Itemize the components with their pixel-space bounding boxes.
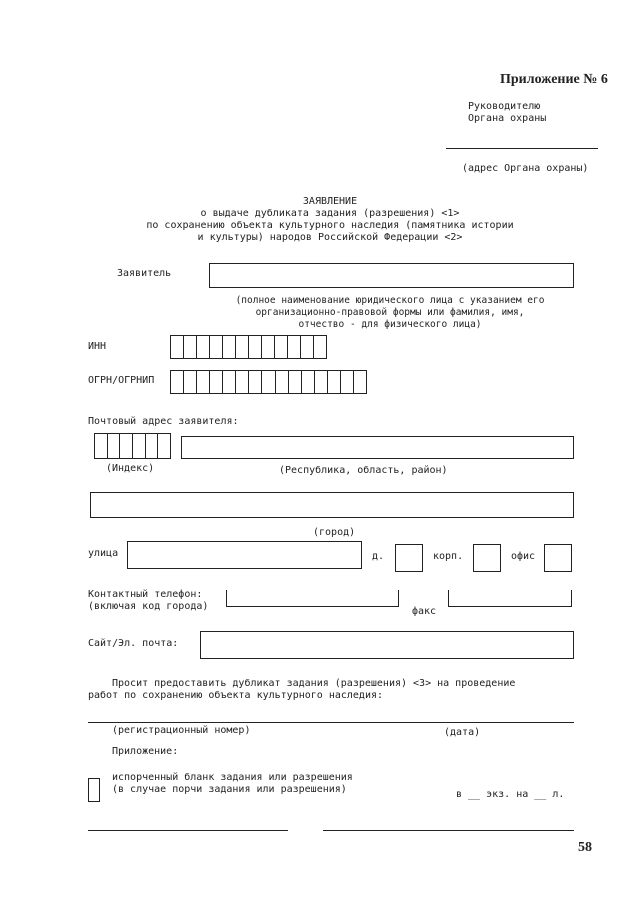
ogrn-cell[interactable] [171, 371, 184, 393]
index-cell[interactable] [95, 434, 108, 458]
ogrn-cell[interactable] [289, 371, 302, 393]
inn-cell[interactable] [262, 336, 275, 358]
attachment-item-line2: (в случае порчи задания или разрешения) [112, 784, 347, 795]
building-label: корп. [433, 551, 464, 562]
ogrn-cell[interactable] [276, 371, 289, 393]
building-field[interactable] [473, 544, 501, 572]
request-line1: Просит предоставить дубликат задания (разрешения) <3> на проведение [112, 678, 516, 689]
index-cells[interactable] [94, 433, 171, 459]
ogrn-cell[interactable] [210, 371, 223, 393]
form-title-line2: о выдаче дубликата задания (разрешения) <1> [200, 208, 460, 219]
recipient-address-line[interactable] [446, 148, 598, 149]
address-label: Почтовый адрес заявителя: [88, 416, 239, 427]
city-caption: (город) [313, 527, 356, 538]
house-field[interactable] [395, 544, 423, 572]
ogrn-cell[interactable] [315, 371, 328, 393]
index-cell[interactable] [120, 434, 133, 458]
inn-cell[interactable] [184, 336, 197, 358]
ogrn-label: ОГРН/ОГРНИП [88, 375, 155, 386]
inn-cell[interactable] [171, 336, 184, 358]
ogrn-cells[interactable] [170, 370, 367, 394]
street-field[interactable] [127, 541, 362, 569]
fax-field[interactable] [448, 590, 572, 607]
inn-cell[interactable] [249, 336, 262, 358]
applicant-label: Заявитель [117, 268, 172, 279]
applicant-caption3: отчество - для физического лица) [298, 319, 482, 330]
phone-field[interactable] [226, 590, 399, 607]
attachment-checkbox[interactable] [88, 778, 100, 802]
ogrn-cell[interactable] [236, 371, 249, 393]
phone-label-note: (включая код города) [88, 601, 209, 612]
recipient-address-caption: (адрес Органа охраны) [462, 163, 589, 174]
region-field[interactable] [181, 436, 574, 459]
index-cell[interactable] [158, 434, 170, 458]
index-cell[interactable] [108, 434, 121, 458]
request-line2: работ по сохранению объекта культурного наследия: [88, 690, 384, 701]
ogrn-cell[interactable] [341, 371, 354, 393]
recipient-line1: Руководителю [468, 101, 541, 112]
index-caption: (Индекс) [106, 463, 155, 474]
date-caption: (дата) [444, 727, 481, 738]
ogrn-cell[interactable] [249, 371, 262, 393]
ogrn-cell[interactable] [302, 371, 315, 393]
site-email-label: Сайт/Эл. почта: [88, 638, 179, 649]
ogrn-cell[interactable] [262, 371, 275, 393]
recipient-line2: Органа охраны [468, 113, 547, 124]
applicant-field[interactable] [209, 263, 574, 288]
index-cell[interactable] [133, 434, 146, 458]
inn-cell[interactable] [210, 336, 223, 358]
registration-line[interactable] [88, 722, 574, 723]
ogrn-cell[interactable] [328, 371, 341, 393]
appendix-label: Приложение № 6 [500, 72, 608, 87]
inn-cell[interactable] [288, 336, 301, 358]
attachment-copies: в __ экз. на __ л. [456, 789, 565, 800]
inn-cells[interactable] [170, 335, 327, 359]
attachment-item-line1: испорченный бланк задания или разрешения [112, 772, 353, 783]
inn-cell[interactable] [275, 336, 288, 358]
inn-cell[interactable] [301, 336, 314, 358]
form-title-line4: и культуры) народов Российской Федерации <2> [197, 232, 463, 243]
signature-line-right[interactable] [323, 830, 574, 831]
site-email-field[interactable] [200, 631, 574, 659]
ogrn-cell[interactable] [197, 371, 210, 393]
form-title-line3: по сохранению объекта культурного наследия (памятника истории [146, 220, 514, 231]
registration-caption: (регистрационный номер) [112, 725, 251, 736]
fax-label: факс [412, 606, 437, 617]
inn-cell[interactable] [197, 336, 210, 358]
house-label: д. [372, 551, 385, 562]
applicant-caption1: (полное наименование юридического лица с указанием его [235, 295, 545, 306]
office-field[interactable] [544, 544, 572, 572]
street-label: улица [88, 548, 119, 559]
inn-cell[interactable] [236, 336, 249, 358]
page-number: 58 [578, 840, 592, 855]
ogrn-cell[interactable] [184, 371, 197, 393]
inn-label: ИНН [88, 341, 107, 352]
office-label: офис [511, 551, 536, 562]
inn-cell[interactable] [314, 336, 326, 358]
applicant-caption2: организационно-правовой формы или фамилия, имя, [255, 307, 525, 318]
region-caption: (Республика, область, район) [279, 465, 448, 476]
index-cell[interactable] [146, 434, 159, 458]
city-field[interactable] [90, 492, 574, 518]
ogrn-cell[interactable] [223, 371, 236, 393]
signature-line-left[interactable] [88, 830, 288, 831]
form-title: ЗАЯВЛЕНИЕ [302, 196, 358, 207]
phone-label: Контактный телефон: [88, 589, 203, 600]
inn-cell[interactable] [223, 336, 236, 358]
attachment-label: Приложение: [112, 746, 179, 757]
ogrn-cell[interactable] [354, 371, 366, 393]
